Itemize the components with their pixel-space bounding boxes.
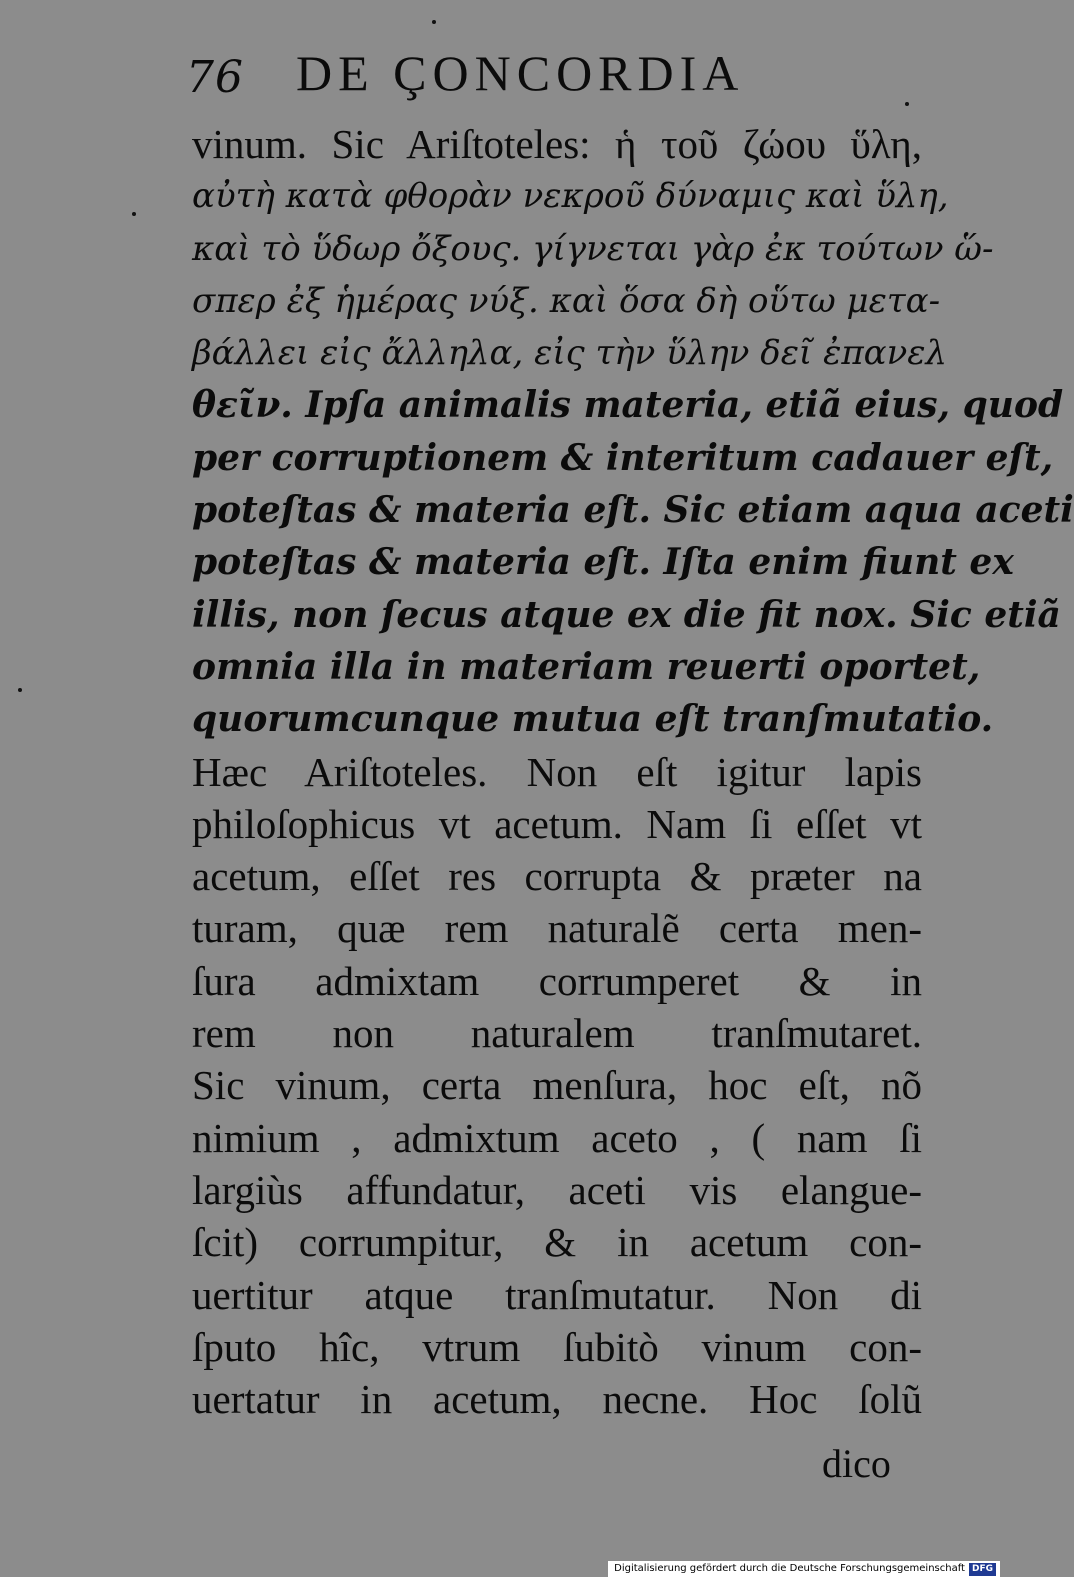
text-line: καὶ τὸ ὕδωρ ὄξους. γίγνεται γὰρ ἐκ τούτων ὥ- <box>192 228 994 269</box>
text-line: uertitur atque tranſmutatur. Non di <box>192 1271 922 1318</box>
digitization-credit <box>608 1561 1000 1577</box>
text-line: ſcit) corrumpitur, & in acetum con- <box>192 1219 922 1266</box>
dfg-logo: DFG <box>969 1563 996 1576</box>
text-line: per corruptionem & interitum cadauer eſt, <box>192 436 1054 479</box>
running-head: DE ÇONCORDIA <box>296 45 745 101</box>
text-line: uertatur in acetum, necne. Hoc ſolũ <box>192 1376 922 1423</box>
text-line: θεῖν. Ipſa animalis materia, etiã eius, quod <box>192 384 1064 427</box>
scan-speck <box>18 688 22 692</box>
text-line: Hæc Ariſtoteles. Non eſt igitur lapis <box>192 748 922 795</box>
text-line: ſura admixtam corrumperet & in <box>192 957 922 1004</box>
text-line: largiùs affundatur, aceti vis elangue- <box>192 1166 922 1213</box>
text-line: acetum, eſſet res corrupta & præter na <box>192 853 922 900</box>
scan-speck <box>432 20 436 24</box>
text-line: Sic vinum, certa menſura, hoc eſt, nõ <box>192 1062 922 1109</box>
credit-text: Digitalisierung gefördert durch die Deutsche Forschungsgemeinschaft <box>614 1563 965 1574</box>
text-line: rem non naturalem tranſmutaret. <box>192 1010 922 1057</box>
text-line: βάλλει εἰς ἄλληλα, εἰς τὴν ὕλην δεῖ ἐπανελ <box>192 333 948 374</box>
scan-speck <box>905 102 909 106</box>
text-line: illis, non ſecus atque ex die fit nox. Sic etiã <box>192 593 1061 636</box>
text-line: quorumcunque mutua eſt tranſmutatio. <box>192 698 994 741</box>
text-line: turam, quæ rem naturalẽ certa men- <box>192 905 922 952</box>
text-line: nimium , admixtum aceto , ( nam ſi <box>192 1114 922 1161</box>
text-line: σπερ ἐξ ἡμέρας νύξ. καὶ ὅσα δὴ οὕτω μετα- <box>192 280 941 321</box>
page-number: 76 <box>186 52 244 103</box>
text-line: poteſtas & materia eſt. Sic etiam aqua aceti <box>192 489 1074 532</box>
body-text <box>192 118 1074 1425</box>
scan-speck <box>132 212 136 216</box>
text-line: vinum. Sic Ariſtoteles: ἡ τοῦ ζώου ὕλη, <box>192 121 922 167</box>
text-line: philoſophicus vt acetum. Nam ſi eſſet vt <box>192 800 922 847</box>
text-line: αὐτὴ κατὰ φθορὰν νεκροῦ δύναμις καὶ ὕλη, <box>192 176 949 217</box>
text-line: poteſtas & materia eſt. Iſta enim fiunt ex <box>192 541 1014 584</box>
catchword: dico <box>822 1441 891 1486</box>
text-line: omnia illa in materiam reuerti oportet, <box>192 645 981 688</box>
text-line: ſputo hîc, vtrum ſubitò vinum con- <box>192 1323 922 1370</box>
